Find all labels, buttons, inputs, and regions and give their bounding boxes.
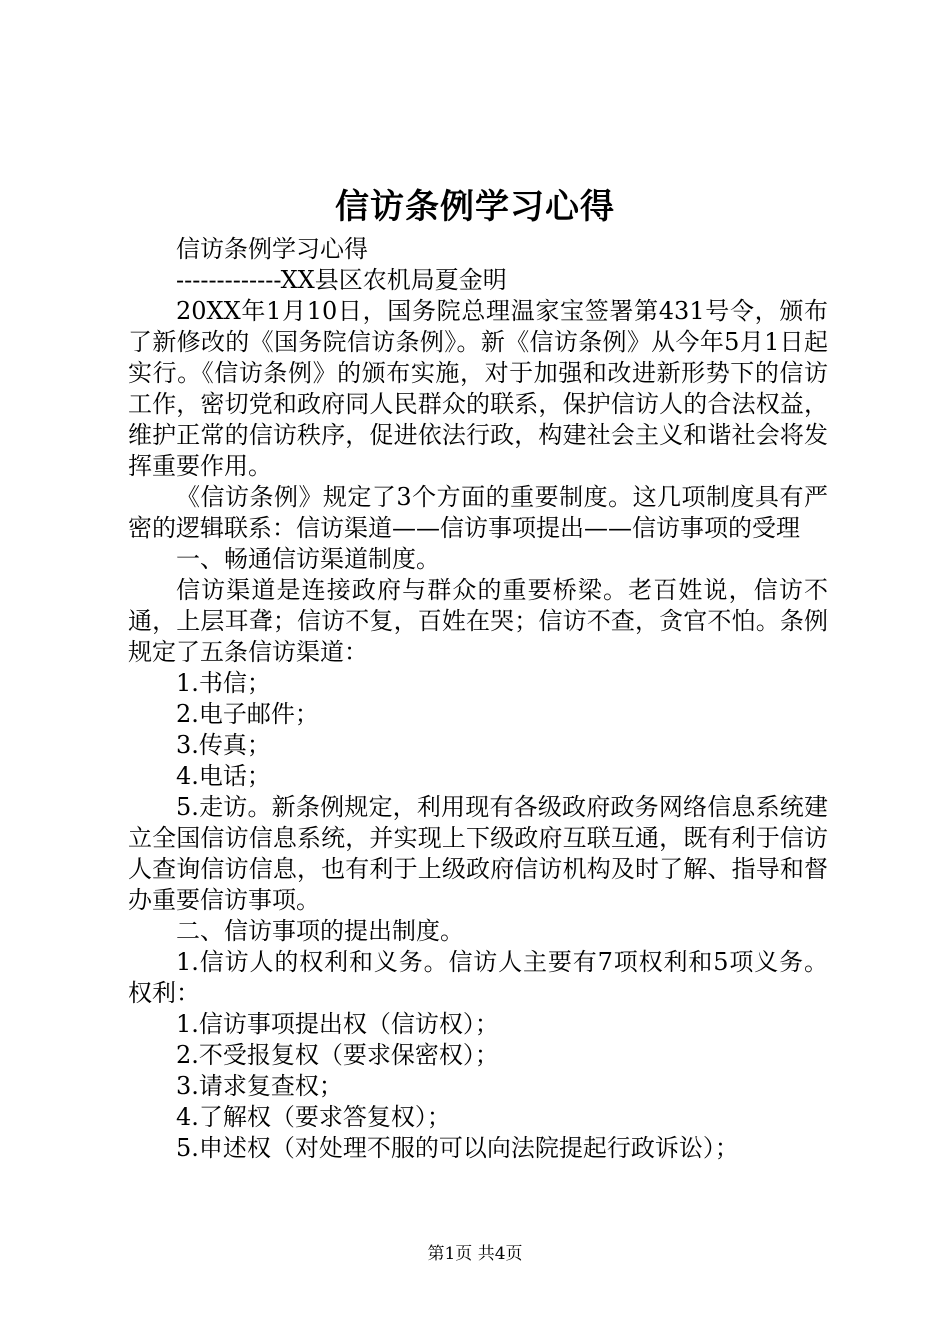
paragraph: 信访渠道是连接政府与群众的重要桥梁。老百姓说，信访不通，上层耳聋；信访不复，百姓在哭；信访不查，贪官不怕。条例规定了五条信访渠道： (128, 576, 828, 666)
list-item: 5.走访。新条例规定，利用现有各级政府政务网络信息系统建立全国信访信息系统，并实现上下级政府互联互通，既有利于信访人查询信访信息，也有利于上级政府信访机构及时了解、指导和督办重要信访事项。 (128, 793, 828, 914)
list-item: 4.电话； (176, 762, 271, 790)
paragraph: 信访条例学习心得 (176, 235, 368, 263)
paragraph: 二、信访事项的提出制度。 (176, 917, 464, 945)
document-body (128, 234, 828, 1164)
list-item: 2.电子邮件； (176, 700, 319, 728)
list-item: 1.信访事项提出权（信访权）； (176, 1010, 499, 1038)
paragraph: 20XX年1月10日，国务院总理温家宝签署第431号令，颁布了新修改的《国务院信访条例》。新《信访条例》从今年5月1日起实行。《信访条例》的颁布实施，对于加强和改进新形势下的信访工作，密切党和政府同人民群众的联系，保护信访人的合法权益，维护正常的信访秩序，促进依法行政，构建社会主义和谐社会将发挥重要作用。 (128, 297, 828, 480)
paragraph: 1.信访人的权利和义务。信访人主要有7项权利和5项义务。权利： (128, 948, 828, 1007)
document-title: 信访条例学习心得 (335, 187, 615, 227)
paragraph: 一、畅通信访渠道制度。 (176, 545, 440, 573)
paragraph: 《信访条例》规定了3个方面的重要制度。这几项制度具有严密的逻辑联系：信访渠道——信访事项提出——信访事项的受理 (128, 483, 828, 542)
paragraph: -------------XX县区农机局夏金明 (176, 266, 507, 294)
list-item: 2.不受报复权（要求保密权）； (176, 1041, 499, 1069)
page-footer: 第1页 共4页 (427, 1244, 523, 1264)
list-item: 3.请求复查权； (176, 1072, 343, 1100)
list-item: 1.书信； (176, 669, 271, 697)
list-item: 5.申述权（对处理不服的可以向法院提起行政诉讼）； (176, 1134, 739, 1162)
list-item: 4.了解权（要求答复权）； (176, 1103, 451, 1131)
list-item: 3.传真； (176, 731, 271, 759)
